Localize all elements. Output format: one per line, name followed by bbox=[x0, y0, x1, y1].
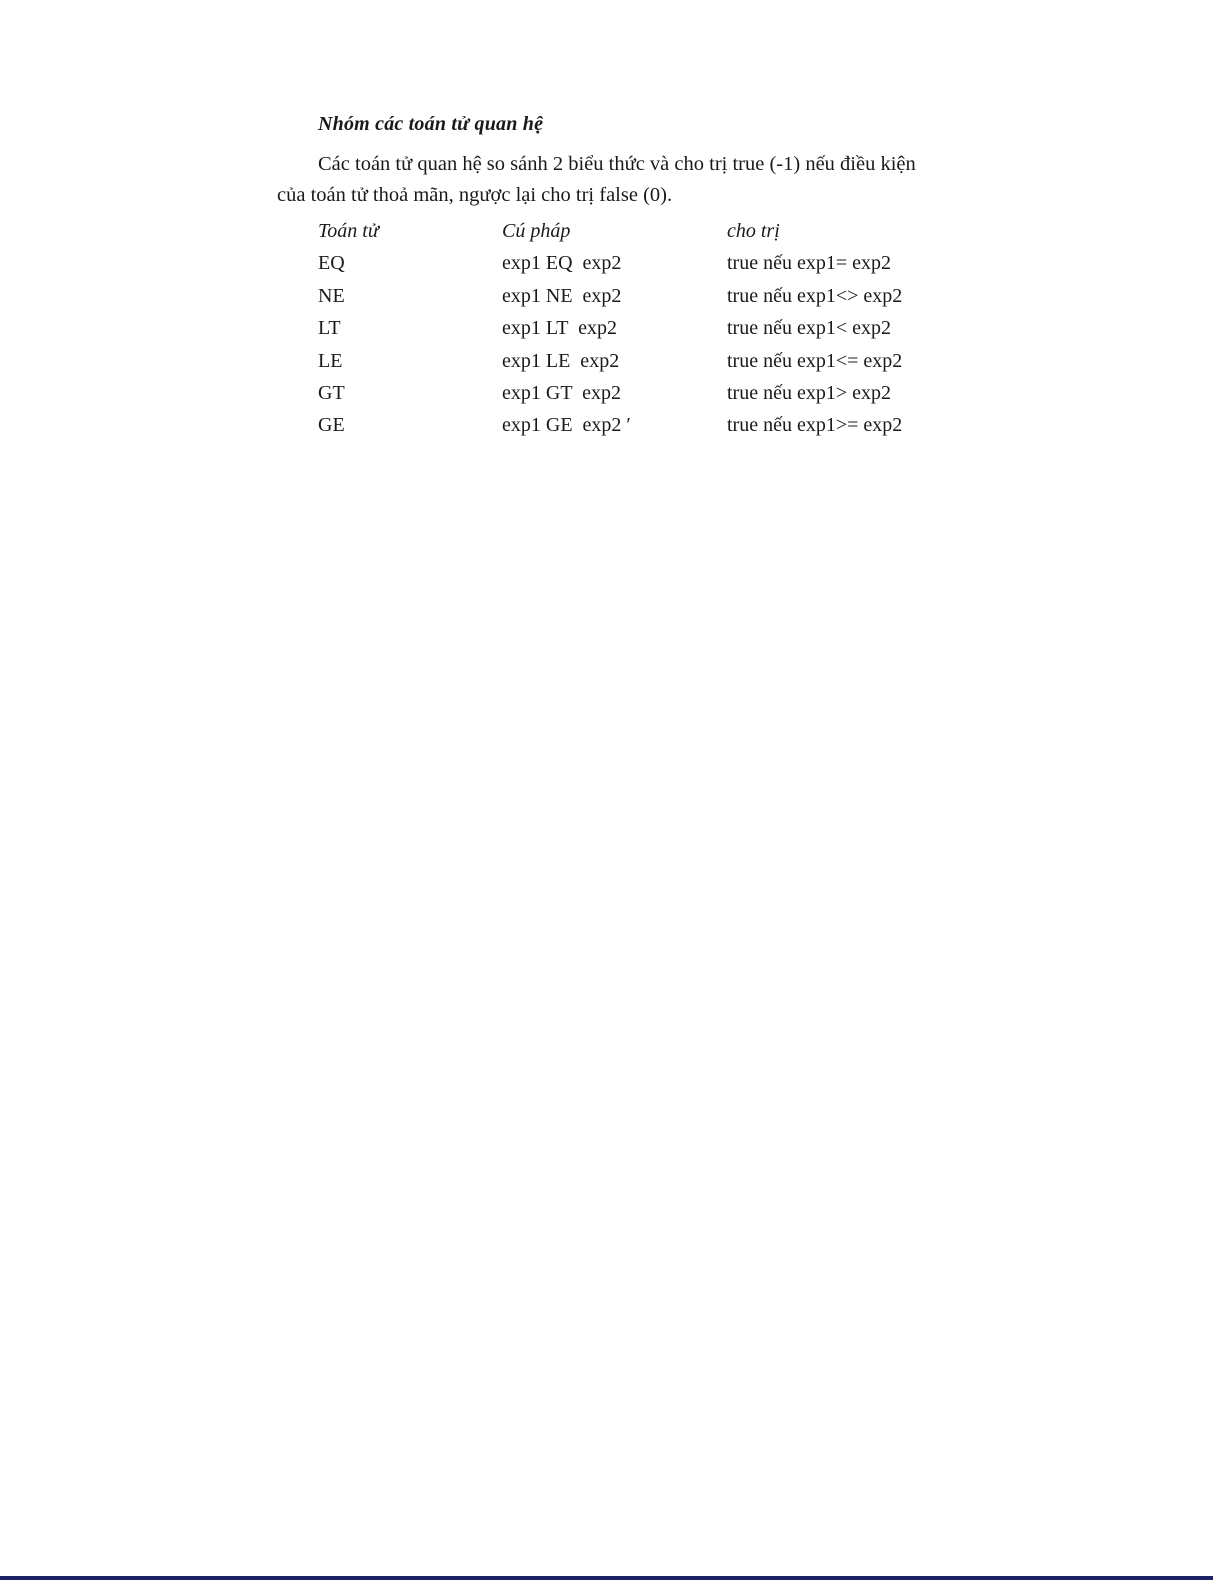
cell-syntax: exp1 GT exp2 bbox=[502, 381, 622, 404]
operator-table bbox=[318, 215, 953, 442]
cell-operator: GE bbox=[318, 414, 345, 437]
page-bottom-rule bbox=[0, 1576, 1213, 1580]
header-value: cho trị bbox=[727, 220, 780, 242]
cell-value: true nếu exp1= exp2 bbox=[727, 252, 892, 275]
cell-syntax: exp1 LT exp2 bbox=[502, 317, 617, 340]
header-operator: Toán tử bbox=[318, 220, 379, 242]
intro-paragraph bbox=[277, 149, 953, 211]
cell-value: true nếu exp1> exp2 bbox=[727, 381, 892, 404]
cell-operator: LE bbox=[318, 349, 343, 372]
cell-operator: EQ bbox=[318, 252, 345, 275]
table-row bbox=[318, 247, 953, 279]
table-row bbox=[318, 280, 953, 312]
section-relational-operators bbox=[277, 110, 953, 442]
paragraph-line: của toán tử thoả mãn, ngược lại cho trị false (0). bbox=[277, 184, 673, 206]
cell-value: true nếu exp1<> exp2 bbox=[727, 284, 903, 307]
cell-syntax: exp1 NE exp2 bbox=[502, 284, 622, 307]
table-row bbox=[318, 409, 953, 441]
cell-value: true nếu exp1< exp2 bbox=[727, 317, 892, 340]
cell-syntax: exp1 EQ exp2 bbox=[502, 252, 622, 275]
section-heading: Nhóm các toán tử quan hệ bbox=[318, 113, 544, 135]
header-syntax: Cú pháp bbox=[502, 220, 571, 242]
cell-syntax: exp1 LE exp2 bbox=[502, 349, 620, 372]
cell-value: true nếu exp1>= exp2 bbox=[727, 414, 903, 437]
paragraph-line: Các toán tử quan hệ so sánh 2 biểu thức và cho trị true (-1) nếu điều kiện bbox=[318, 153, 916, 175]
cell-operator: GT bbox=[318, 381, 345, 404]
table-header-row bbox=[318, 215, 953, 247]
table-row bbox=[318, 312, 953, 344]
table-row bbox=[318, 377, 953, 409]
cell-operator: LT bbox=[318, 317, 341, 340]
cell-syntax: exp1 GE exp2 ′ bbox=[502, 414, 631, 437]
cell-operator: NE bbox=[318, 284, 345, 307]
cell-value: true nếu exp1<= exp2 bbox=[727, 349, 903, 372]
table-row bbox=[318, 345, 953, 377]
